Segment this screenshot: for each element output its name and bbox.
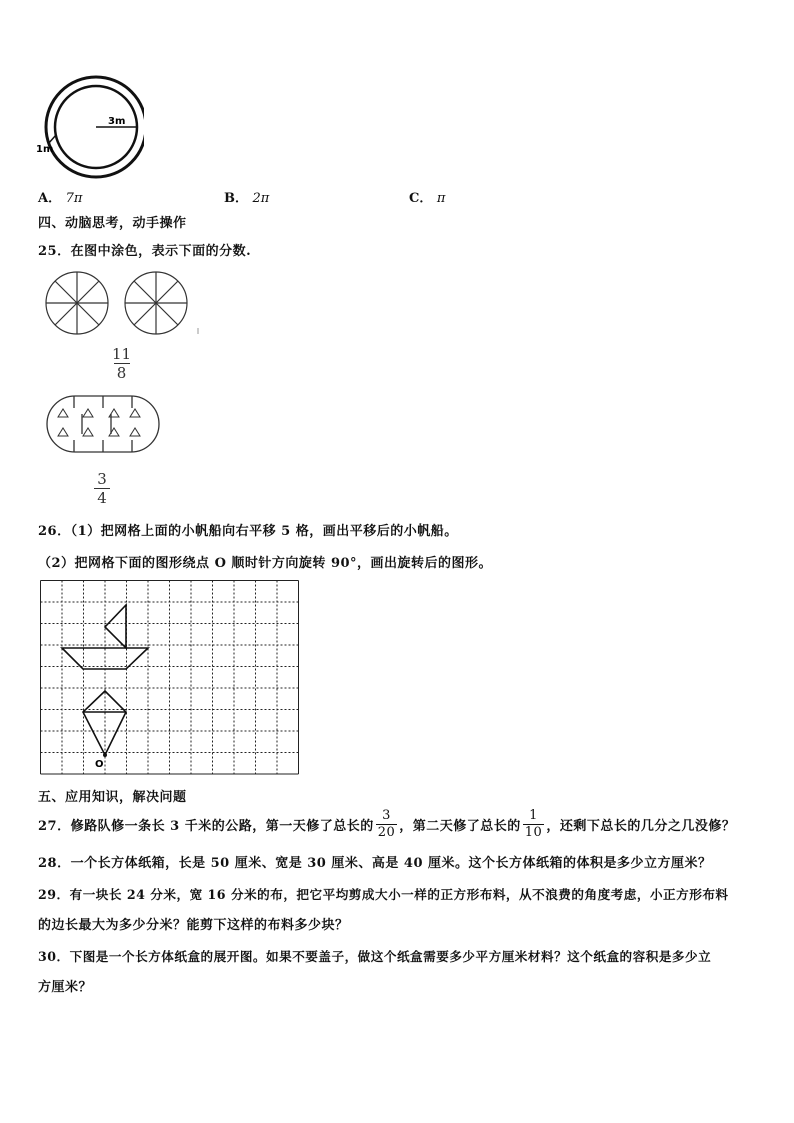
option-b[interactable] xyxy=(224,187,269,206)
q27-fraction-b xyxy=(523,808,545,841)
q25-fraction-1 xyxy=(112,345,131,382)
circle-2 xyxy=(125,272,187,334)
section4-title: 四、动脑思考，动手操作 xyxy=(38,216,187,231)
circle-1 xyxy=(46,272,108,334)
q30-line2: 方厘米？ xyxy=(38,980,93,995)
section5-title: 五、应用知识，解决问题 xyxy=(38,790,187,805)
q27-fraction-b-denominator: 10 xyxy=(524,825,543,840)
q25-text: 25．在图中涂色，表示下面的分数. xyxy=(38,244,252,259)
option-b-letter: B． xyxy=(224,191,248,206)
q27-fraction-a xyxy=(376,808,398,841)
option-a-letter: A． xyxy=(38,191,62,206)
q27-fraction-a-numerator: 3 xyxy=(382,808,391,823)
q29-line2: 的边长最大为多少分米？能剪下这样的布料多少块？ xyxy=(38,918,349,933)
q25-triangle-shape xyxy=(45,392,163,458)
q25-fraction-1-numerator: 11 xyxy=(112,345,132,363)
q25-circles xyxy=(40,268,205,338)
option-a[interactable] xyxy=(38,187,82,206)
q25-fraction-2-numerator: 3 xyxy=(97,470,107,488)
width-label: 1m xyxy=(36,144,54,155)
q27-fraction-b-numerator: 1 xyxy=(529,808,538,823)
q27-fraction-a-denominator: 20 xyxy=(377,825,396,840)
point-o xyxy=(103,753,107,757)
option-a-value: 7π xyxy=(65,191,83,206)
q26-grid xyxy=(40,580,304,780)
q27-middle: ，第二天修了总长的 xyxy=(399,819,521,834)
width-arrow xyxy=(48,135,56,144)
q27-suffix: ，还剩下总长的几分之几没修？ xyxy=(546,819,736,834)
q30-line1: 30．下图是一个长方体纸盒的展开图。如果不要盖子，做这个纸盒需要多少平方厘米材料？这个纸盒的容积是多少立 xyxy=(38,949,712,964)
q25-fraction-1-denominator: 8 xyxy=(114,363,130,382)
q27-text xyxy=(38,808,735,841)
q25-fraction-2 xyxy=(94,470,110,507)
q29-line1: 29．有一块长 24 分米，宽 16 分米的布，把它平均剪成大小一样的正方形布料，从不浪费的角度考虑，小正方形布料 xyxy=(38,887,729,902)
option-c[interactable] xyxy=(409,187,445,206)
radius-label: 3m xyxy=(108,116,126,127)
q28-text: 28．一个长方体纸箱，长是 50 厘米、宽是 30 厘米、高是 40 厘米。这个长方体纸箱的体积是多少立方厘米？ xyxy=(38,856,712,871)
point-o-label: O xyxy=(95,759,104,770)
option-b-value: 2π xyxy=(252,191,270,206)
option-c-value: π xyxy=(436,191,446,206)
q25-fraction-2-denominator: 4 xyxy=(94,488,110,507)
q26-line1: 26．（1）把网格上面的小帆船向右平移 5 格，画出平移后的小帆船。 xyxy=(38,524,458,539)
q26-line2: （2）把网格下面的图形绕点 O 顺时针方向旋转 90°，画出旋转后的图形。 xyxy=(38,556,493,571)
ring-figure xyxy=(34,72,144,184)
option-c-letter: C． xyxy=(409,191,433,206)
q27-prefix: 27．修路队修一条长 3 千米的公路，第一天修了总长的 xyxy=(38,819,374,834)
sailboat-sail xyxy=(105,605,126,648)
